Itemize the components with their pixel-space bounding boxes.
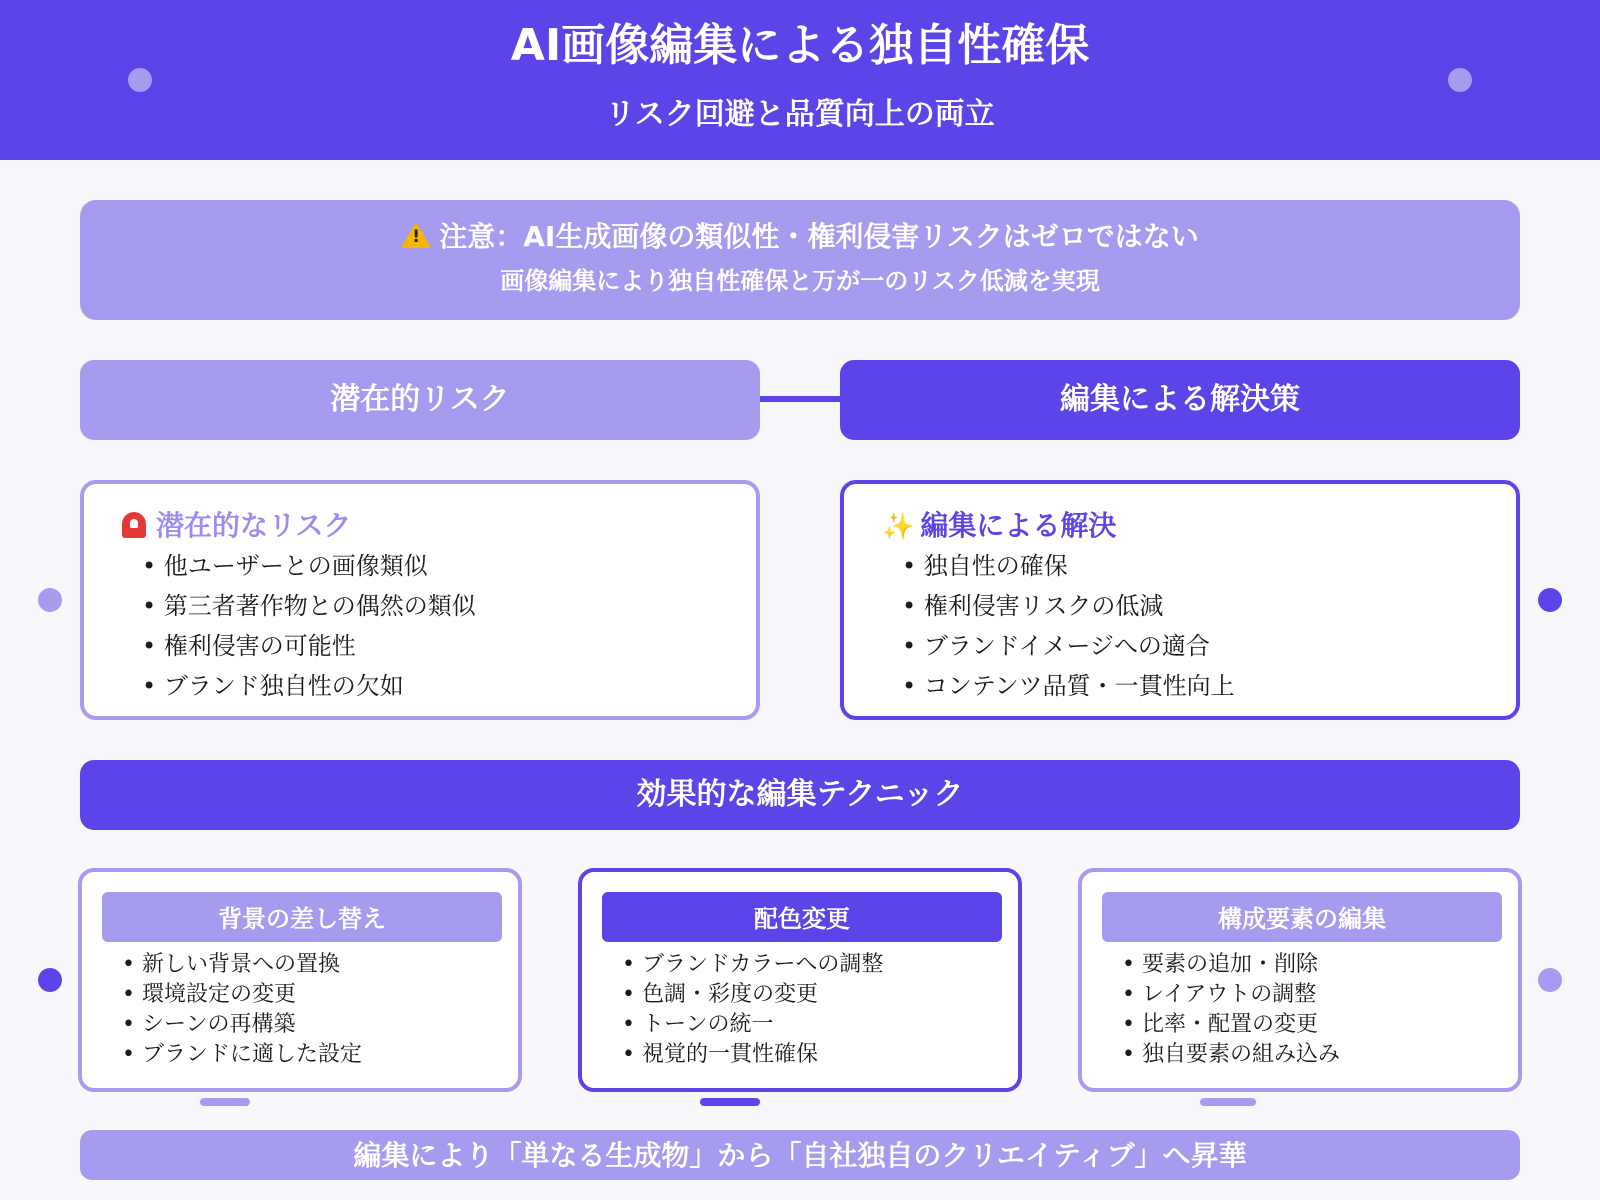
notice-line2: 画像編集により独自性確保と万が一のリスク低減を実現 <box>500 267 1100 295</box>
list-item: • 他ユーザーとの画像類似 <box>142 546 476 586</box>
page-title: AI画像編集による独自性確保 <box>510 20 1090 71</box>
solution-card <box>840 480 1520 720</box>
list-item: • 第三者著作物との偶然の類似 <box>142 586 476 626</box>
list-item: • 視覚的一貫性確保 <box>622 1040 883 1070</box>
notice-line1 <box>80 218 1520 256</box>
header-banner <box>0 0 1600 160</box>
list-item: • ブランドカラーへの調整 <box>622 950 883 980</box>
header-dot-left <box>128 68 152 92</box>
technique-title: 構成要素の編集 <box>1102 892 1502 942</box>
list-item: • 独自性の確保 <box>902 546 1235 586</box>
list-item: • 要素の追加・削除 <box>1122 950 1340 980</box>
warning-icon <box>401 222 431 248</box>
list-item: • シーンの再構築 <box>122 1010 362 1040</box>
side-dot-right <box>1538 588 1562 612</box>
solution-card-heading <box>882 506 1116 547</box>
list-item: • トーンの統一 <box>622 1010 883 1040</box>
risk-card-heading-text: 潜在的なリスク <box>156 509 352 542</box>
list-item: • 新しい背景への置換 <box>122 950 362 980</box>
card-tab <box>200 1098 250 1106</box>
technique-list <box>1122 950 1340 1070</box>
list-item: • ブランド独自性の欠如 <box>142 666 476 706</box>
sparkles-icon: ✨ <box>882 512 915 542</box>
risk-card <box>80 480 760 720</box>
list-item: • 環境設定の変更 <box>122 980 362 1010</box>
list-item: • 比率・配置の変更 <box>1122 1010 1340 1040</box>
list-item: • コンテンツ品質・一貫性向上 <box>902 666 1235 706</box>
list-item: • レイアウトの調整 <box>1122 980 1340 1010</box>
list-item: • ブランドイメージへの適合 <box>902 626 1235 666</box>
notice-line1-text: 注意：AI生成画像の類似性・権利侵害リスクはゼロではない <box>439 220 1199 253</box>
technique-card-color <box>578 868 1022 1092</box>
risk-column-bar: 潜在的リスク <box>80 360 760 440</box>
list-item: • 権利侵害の可能性 <box>142 626 476 666</box>
technique-list <box>622 950 883 1070</box>
side-dot-left-bottom <box>38 968 62 992</box>
connector-line <box>760 396 840 402</box>
notice-box <box>80 200 1520 320</box>
side-dot-right-bottom <box>1538 968 1562 992</box>
risk-list <box>142 546 476 706</box>
header-dot-right <box>1448 68 1472 92</box>
solution-card-heading-text: 編集による解決 <box>920 509 1117 542</box>
technique-title: 配色変更 <box>602 892 1002 942</box>
list-item: • 独自要素の組み込み <box>1122 1040 1340 1070</box>
siren-icon <box>122 512 146 538</box>
card-tab <box>1200 1098 1256 1106</box>
list-item: • 権利侵害リスクの低減 <box>902 586 1235 626</box>
solution-list <box>902 546 1235 706</box>
list-item: • ブランドに適した設定 <box>122 1040 362 1070</box>
technique-card-composition <box>1078 868 1522 1092</box>
technique-list <box>122 950 362 1070</box>
solution-column-bar: 編集による解決策 <box>840 360 1520 440</box>
risk-card-heading <box>122 506 351 546</box>
list-item: • 色調・彩度の変更 <box>622 980 883 1010</box>
technique-card-background <box>78 868 522 1092</box>
page-subtitle: リスク回避と品質向上の両立 <box>605 97 995 132</box>
footer-banner: 編集により「単なる生成物」から「自社独自のクリエイティブ」へ昇華 <box>80 1130 1520 1180</box>
technique-title: 背景の差し替え <box>102 892 502 942</box>
techniques-heading: 効果的な編集テクニック <box>80 760 1520 830</box>
side-dot-left <box>38 588 62 612</box>
card-tab <box>700 1098 760 1106</box>
